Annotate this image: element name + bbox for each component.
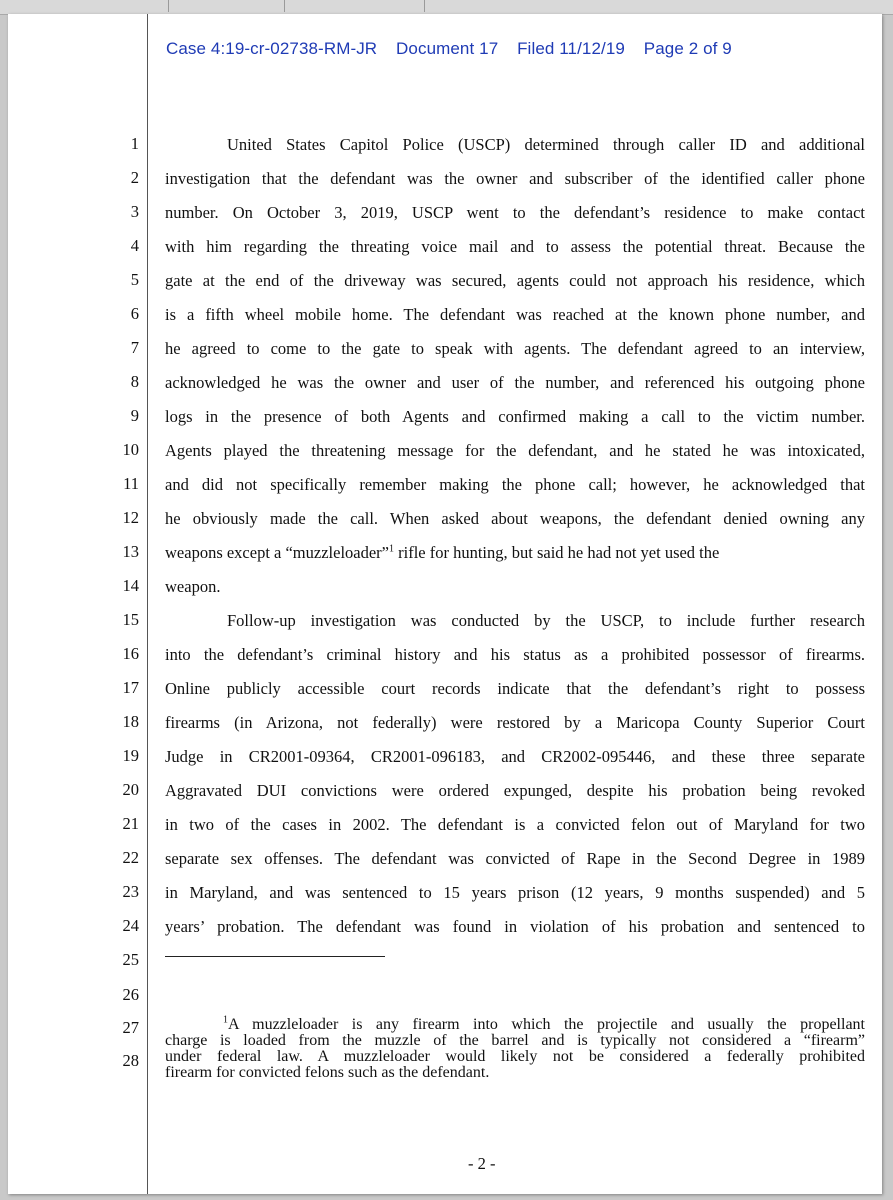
line-number: 5 <box>130 270 139 289</box>
line-number: 28 <box>122 1051 139 1070</box>
footnote <box>165 1014 865 1081</box>
line-number: 20 <box>122 780 139 799</box>
page-number: - 2 - <box>468 1154 496 1173</box>
body-line: he obviously made the call. When asked about weapons, the defendant denied owning any <box>165 509 865 528</box>
toolbar-segment <box>168 0 285 12</box>
body-line: weapon. <box>165 577 221 596</box>
body-line: acknowledged he was the owner and user of the number, and referenced his outgoing phone <box>165 373 865 392</box>
footnote-line <box>165 1014 865 1033</box>
line-number: 23 <box>122 882 139 901</box>
body-line: with him regarding the threating voice mail and to assess the potential threat. Because the <box>165 237 865 256</box>
line-number: 14 <box>122 576 139 595</box>
page-indicator: Page 2 of 9 <box>643 39 732 58</box>
body-line: firearms (in Arizona, not federally) were restored by a Maricopa County Superior Court <box>165 713 865 732</box>
body-line: Aggravated DUI convictions were ordered expunged, despite his probation being revoked <box>165 781 865 800</box>
viewer-top-strip <box>0 0 893 15</box>
case-number: Case 4:19-cr-02738-RM-JR <box>166 39 378 58</box>
footnote-marker: 1 <box>223 1014 228 1026</box>
line-number: 13 <box>122 542 139 561</box>
line-number: 11 <box>123 474 139 493</box>
line-number: 1 <box>130 134 139 153</box>
footnote-line: firearm for convicted felons such as the defendant. <box>165 1064 490 1081</box>
line-number: 21 <box>122 814 139 833</box>
toolbar-segment <box>284 0 425 12</box>
document-number: Document 17 <box>396 39 499 58</box>
footnote-reference[interactable]: 1 <box>389 543 394 555</box>
footnote-separator <box>165 956 385 957</box>
body-line: separate sex offenses. The defendant was convicted of Rape in the Second Degree in 1989 <box>165 849 865 868</box>
line-number: 27 <box>122 1018 139 1037</box>
body-line: investigation that the defendant was the owner and subscriber of the identified caller phone <box>165 169 865 188</box>
court-filing-header <box>166 39 806 59</box>
line-number: 3 <box>130 202 139 221</box>
line-number: 12 <box>122 508 139 527</box>
toolbar-segment <box>0 0 169 12</box>
body-line: Follow-up investigation was conducted by the USCP, to include further research <box>227 611 865 630</box>
body-line: Judge in CR2001-09364, CR2001-096183, and CR2002-095446, and these three separate <box>165 747 865 766</box>
line-number: 4 <box>130 236 139 255</box>
footnote-line: charge is loaded from the muzzle of the barrel and is typically not considered a “firearm” <box>165 1032 865 1049</box>
line-number: 2 <box>130 168 139 187</box>
body-line: and did not specifically remember making the phone call; however, he acknowledged that <box>165 475 865 494</box>
body-line-segment: rifle for hunting, but said he had not yet used the <box>394 543 720 562</box>
line-number: 26 <box>122 985 139 1004</box>
footnote-line: under federal law. A muzzleloader would likely not be considered a federally prohibited <box>165 1048 865 1065</box>
body-line: number. On October 3, 2019, USCP went to the defendant’s residence to make contact <box>165 203 865 222</box>
line-number: 18 <box>122 712 139 731</box>
body-line-segment: weapons except a “muzzleloader” <box>165 543 389 562</box>
body-line-with-footnote <box>165 543 865 563</box>
body-line: Agents played the threatening message for the defendant, and he stated he was intoxicated, <box>165 441 865 460</box>
body-line: logs in the presence of both Agents and confirmed making a call to the victim number. <box>165 407 865 426</box>
body-line: Online publicly accessible court records indicate that the defendant’s right to possess <box>165 679 865 698</box>
body-line: he agreed to come to the gate to speak with agents. The defendant agreed to an interview, <box>165 339 865 358</box>
filed-date: Filed 11/12/19 <box>517 39 625 58</box>
line-number: 25 <box>122 950 139 969</box>
line-number-rule <box>147 14 148 1194</box>
footnote-text: A muzzleloader is any firearm into which the projectile and usually the propellant <box>228 1016 865 1033</box>
body-line: is a fifth wheel mobile home. The defendant was reached at the known phone number, and <box>165 305 865 324</box>
line-number: 15 <box>122 610 139 629</box>
body-line: in Maryland, and was sentenced to 15 years prison (12 years, 9 months suspended) and 5 <box>165 883 865 902</box>
line-number: 10 <box>122 440 139 459</box>
body-line: into the defendant’s criminal history and his status as a prohibited possessor of firearms. <box>165 645 865 664</box>
line-number: 7 <box>130 338 139 357</box>
body-line: United States Capitol Police (USCP) determined through caller ID and additional <box>227 135 865 154</box>
body-line: years’ probation. The defendant was found in violation of his probation and sentenced to <box>165 917 865 936</box>
document-page <box>8 14 882 1194</box>
line-number: 24 <box>122 916 139 935</box>
line-number: 8 <box>130 372 139 391</box>
line-number: 6 <box>130 304 139 323</box>
body-line: in two of the cases in 2002. The defendant is a convicted felon out of Maryland for two <box>165 815 865 834</box>
line-number: 19 <box>122 746 139 765</box>
line-number: 16 <box>122 644 139 663</box>
line-number: 22 <box>122 848 139 867</box>
body-line: gate at the end of the driveway was secured, agents could not approach his residence, which <box>165 271 865 290</box>
line-number: 9 <box>130 406 139 425</box>
line-number: 17 <box>122 678 139 697</box>
